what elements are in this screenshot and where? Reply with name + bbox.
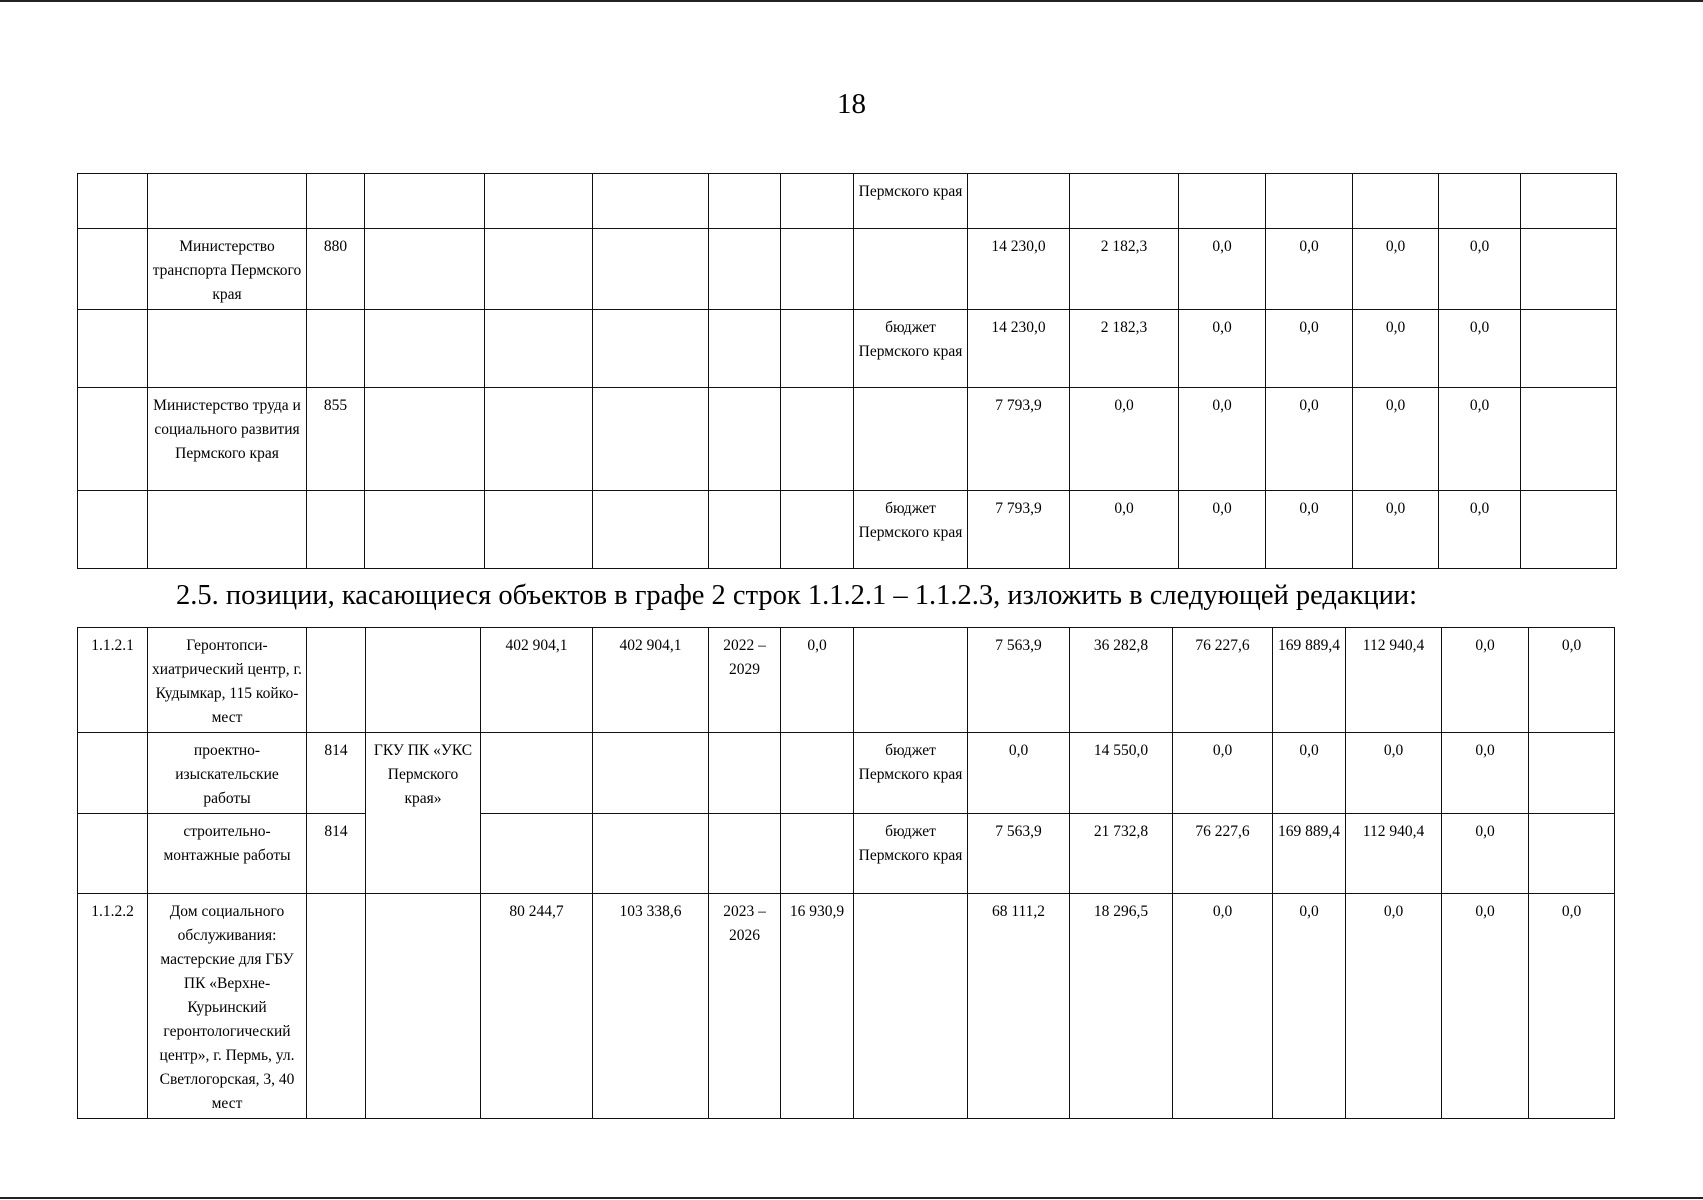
table-cell: 169 889,4 — [1273, 814, 1346, 894]
table-cell: 169 889,4 — [1273, 628, 1346, 733]
table-cell — [781, 229, 854, 310]
table-cell: 0,0 — [1353, 491, 1439, 569]
table-cell: 0,0 — [1442, 894, 1529, 1119]
table-cell — [709, 229, 781, 310]
table-cell: 402 904,1 — [593, 628, 709, 733]
table-cell: 0,0 — [1266, 491, 1353, 569]
table-cell — [781, 814, 854, 894]
table-cell — [1439, 174, 1521, 229]
table-cell — [1179, 174, 1266, 229]
table-cell — [485, 174, 593, 229]
funding-source: бюджет Пермского края — [854, 814, 968, 894]
table-cell — [1266, 174, 1353, 229]
table-cell: 0,0 — [1179, 310, 1266, 388]
table-cell: 0,0 — [1346, 894, 1442, 1119]
table-cell — [485, 388, 593, 491]
page-bottom-edge — [0, 1197, 1703, 1199]
table-cell — [1353, 174, 1439, 229]
table-row — [78, 174, 1617, 229]
table-row — [78, 229, 1617, 310]
table-cell: 0,0 — [781, 628, 854, 733]
table-cell: 0,0 — [1439, 388, 1521, 491]
table-cell — [1070, 174, 1179, 229]
budget-table-body — [78, 174, 1617, 569]
table-cell — [968, 174, 1070, 229]
table-cell: 880 — [307, 229, 365, 310]
table-cell — [365, 388, 485, 491]
table-cell — [1529, 814, 1615, 894]
section-heading: 2.5. позиции, касающиеся объектов в графе 2 строк 1.1.2.1 – 1.1.2.3, изложить в следующей редакции: — [176, 580, 1418, 611]
table-cell — [781, 388, 854, 491]
table-cell: 0,0 — [1529, 894, 1615, 1119]
row-number: 1.1.2.2 — [78, 894, 148, 1119]
table-cell — [485, 229, 593, 310]
table-cell: 7 563,9 — [968, 628, 1070, 733]
table-cell — [78, 491, 148, 569]
table-cell: 0,0 — [1266, 388, 1353, 491]
table-cell — [78, 814, 148, 894]
table-cell: 112 940,4 — [1346, 628, 1442, 733]
table-cell: 0,0 — [1070, 491, 1179, 569]
table-cell — [78, 229, 148, 310]
table-cell: 76 227,6 — [1173, 814, 1273, 894]
table-cell — [1529, 733, 1615, 814]
table-cell: 18 296,5 — [1070, 894, 1173, 1119]
work-type: проектно-изыскательские работы — [148, 733, 307, 814]
table-cell — [593, 814, 709, 894]
table-cell — [1521, 310, 1617, 388]
table-cell: 14 230,0 — [968, 310, 1070, 388]
table-cell — [366, 628, 481, 733]
table-cell: 80 244,7 — [481, 894, 593, 1119]
table-row — [78, 733, 1615, 814]
table-cell — [485, 491, 593, 569]
table-cell — [709, 814, 781, 894]
object-name: Геронтопси-хиатрический центр, г. Кудымкар, 115 койко-мест — [148, 628, 307, 733]
table-cell: 0,0 — [1442, 733, 1529, 814]
table-cell — [781, 310, 854, 388]
budget-table-continued — [77, 173, 1617, 569]
table-cell — [365, 310, 485, 388]
table-cell: 0,0 — [1439, 310, 1521, 388]
table-cell — [593, 310, 709, 388]
table-cell: 0,0 — [968, 733, 1070, 814]
table-cell: 16 930,9 — [781, 894, 854, 1119]
agency-name — [148, 491, 307, 569]
table-cell: 7 793,9 — [968, 388, 1070, 491]
table-cell — [1521, 491, 1617, 569]
table-cell: 0,0 — [1529, 628, 1615, 733]
table-cell — [78, 310, 148, 388]
table-cell — [593, 229, 709, 310]
table-cell: 0,0 — [1173, 733, 1273, 814]
table-cell — [78, 174, 148, 229]
table-cell: 112 940,4 — [1346, 814, 1442, 894]
table-row — [78, 310, 1617, 388]
table-cell — [307, 491, 365, 569]
table-cell: 855 — [307, 388, 365, 491]
table-cell — [307, 628, 366, 733]
table-cell: 0,0 — [1442, 814, 1529, 894]
table-cell — [481, 733, 593, 814]
table-cell — [593, 733, 709, 814]
table-cell — [1521, 388, 1617, 491]
work-type: строительно-монтажные работы — [148, 814, 307, 894]
table-cell: 0,0 — [1173, 894, 1273, 1119]
table-cell — [781, 491, 854, 569]
table-cell: 2023 – 2026 — [709, 894, 781, 1119]
table-cell: 0,0 — [1346, 733, 1442, 814]
table-cell — [709, 174, 781, 229]
table-cell — [1521, 174, 1617, 229]
table-cell — [365, 174, 485, 229]
objects-table — [77, 627, 1615, 1119]
table-cell: 0,0 — [1179, 229, 1266, 310]
table-cell — [1521, 229, 1617, 310]
table-cell — [709, 733, 781, 814]
table-cell — [593, 388, 709, 491]
funding-source — [854, 229, 968, 310]
table-cell: 36 282,8 — [1070, 628, 1173, 733]
table-cell — [78, 388, 148, 491]
table-cell: 2 182,3 — [1070, 310, 1179, 388]
funding-source: бюджет Пермского края — [854, 310, 968, 388]
table-cell: 21 732,8 — [1070, 814, 1173, 894]
table-row — [78, 388, 1617, 491]
table-cell — [78, 733, 148, 814]
agency-name: Министерство труда и социального развития Пермского края — [148, 388, 307, 491]
table-cell — [485, 310, 593, 388]
table-cell — [307, 310, 365, 388]
table-cell — [365, 229, 485, 310]
table-cell — [854, 628, 968, 733]
table-cell: 0,0 — [1179, 388, 1266, 491]
table-cell: 76 227,6 — [1173, 628, 1273, 733]
table-cell — [709, 388, 781, 491]
agency-name — [148, 310, 307, 388]
table-cell: 0,0 — [1439, 491, 1521, 569]
table-cell: 0,0 — [1439, 229, 1521, 310]
row-number: 1.1.2.1 — [78, 628, 148, 733]
table-cell: 0,0 — [1070, 388, 1179, 491]
table-cell — [366, 894, 481, 1119]
table-cell: 402 904,1 — [481, 628, 593, 733]
table-cell — [481, 814, 593, 894]
object-name: Дом социального обслуживания: мастерские для ГБУ ПК «Верхне-Курьинский геронтологический центр», г. Пермь, ул. Светлогорская, 3, 40 мест — [148, 894, 307, 1119]
table-cell: 0,0 — [1273, 894, 1346, 1119]
table-cell: 7 563,9 — [968, 814, 1070, 894]
organization: ГКУ ПК «УКС Пермского края» — [366, 733, 481, 894]
table-cell: 0,0 — [1353, 229, 1439, 310]
agency-name — [148, 174, 307, 229]
table-cell: 14 550,0 — [1070, 733, 1173, 814]
page-number: 18 — [837, 88, 866, 120]
funding-source: бюджет Пермского края — [854, 733, 968, 814]
page-top-edge — [0, 0, 1703, 2]
table-cell: 0,0 — [1273, 733, 1346, 814]
table-cell: 0,0 — [1266, 229, 1353, 310]
table-cell: 0,0 — [1266, 310, 1353, 388]
table-cell: 814 — [307, 733, 366, 814]
table-cell — [365, 491, 485, 569]
table-row — [78, 491, 1617, 569]
table-cell: 0,0 — [1353, 388, 1439, 491]
table-cell: 7 793,9 — [968, 491, 1070, 569]
table-cell — [307, 894, 366, 1119]
table-row — [78, 894, 1615, 1119]
table-cell — [781, 733, 854, 814]
table-cell — [709, 491, 781, 569]
table-cell — [709, 310, 781, 388]
table-cell — [593, 174, 709, 229]
table-cell — [593, 491, 709, 569]
table-cell: 0,0 — [1179, 491, 1266, 569]
table-cell — [854, 894, 968, 1119]
table-row — [78, 628, 1615, 733]
funding-source: бюджет Пермского края — [854, 491, 968, 569]
table-cell: 2022 – 2029 — [709, 628, 781, 733]
table-row — [78, 814, 1615, 894]
table-cell — [307, 174, 365, 229]
table-cell: 14 230,0 — [968, 229, 1070, 310]
table-cell: 0,0 — [1353, 310, 1439, 388]
table-cell: 0,0 — [1442, 628, 1529, 733]
table-cell: 103 338,6 — [593, 894, 709, 1119]
funding-source: Пермского края — [854, 174, 968, 229]
funding-source — [854, 388, 968, 491]
table-cell: 68 111,2 — [968, 894, 1070, 1119]
table-cell: 814 — [307, 814, 366, 894]
agency-name: Министерство транспорта Пермского края — [148, 229, 307, 310]
table-cell — [781, 174, 854, 229]
table-cell: 2 182,3 — [1070, 229, 1179, 310]
